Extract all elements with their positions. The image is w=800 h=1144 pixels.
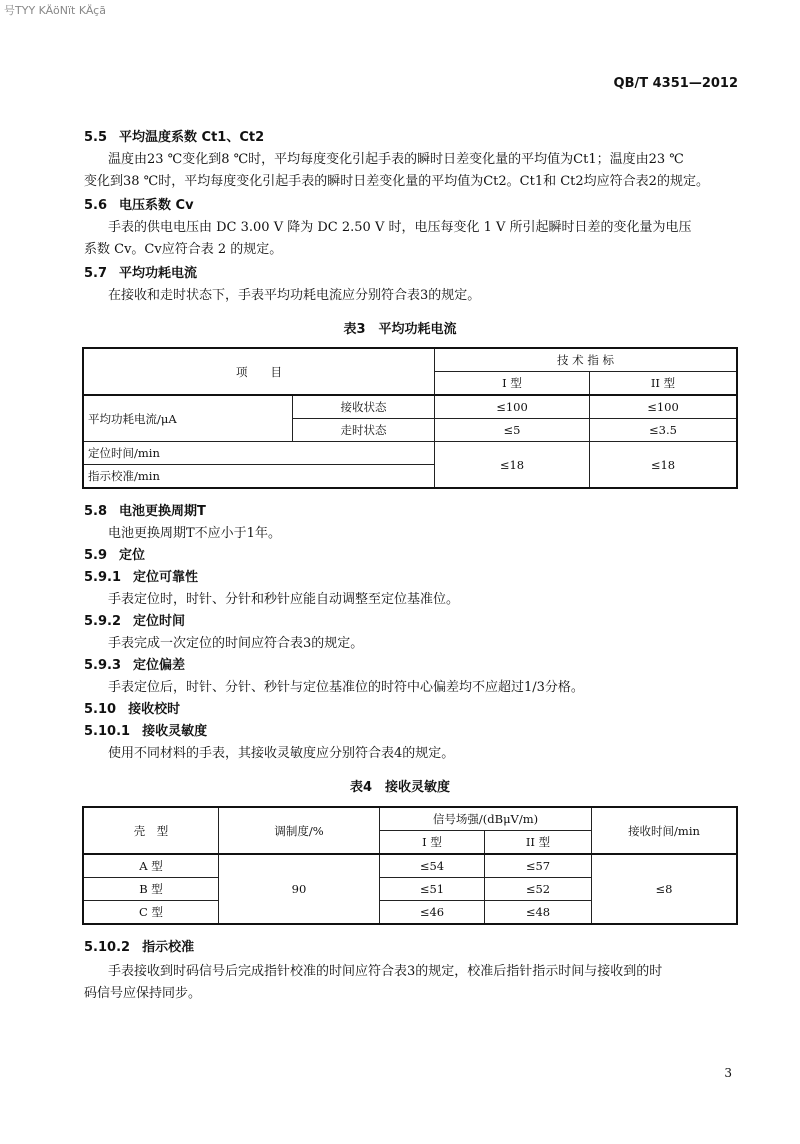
paragraph-line: 手表定位时，时针、分针和秒针应能自动调整至定位基准位。	[108, 592, 460, 607]
paragraph-line: 码信号应保持同步。	[84, 986, 202, 1001]
section-number: 5.7	[84, 266, 108, 281]
section-number: 5.5	[84, 130, 108, 145]
table-cell-shell: A 型	[83, 854, 219, 878]
table-header-type1: I 型	[435, 372, 590, 396]
table-cell-value: ≤5	[435, 419, 590, 442]
section-5-9-2-heading	[84, 612, 185, 632]
section-number: 5.10.1	[84, 724, 131, 739]
table-cell-label: 平均功耗电流/μA	[83, 395, 293, 442]
table-cell-value: ≤46	[380, 901, 485, 925]
table-cell-value: ≤18	[590, 442, 738, 489]
section-title: 定位可靠性	[133, 570, 199, 585]
table-3	[82, 347, 738, 489]
section-number: 5.6	[84, 198, 108, 213]
table-cell-state: 接收状态	[293, 395, 435, 419]
table-header-shell: 壳 型	[83, 807, 219, 854]
section-number: 5.9.1	[84, 570, 122, 585]
table-4-caption: 表4 接收灵敏度	[349, 780, 451, 795]
table-header-item: 项 目	[83, 348, 435, 395]
paragraph-line: 使用不同材料的手表，其接收灵敏度应分别符合表4的规定。	[108, 746, 455, 761]
document-number: QB/T 4351—2012	[613, 76, 738, 91]
table-cell-label: 定位时间/min	[83, 442, 435, 465]
section-5-7-heading	[84, 264, 197, 284]
section-title: 电池更换周期T	[119, 504, 206, 519]
section-number: 5.9.3	[84, 658, 122, 673]
table-header-modulation: 调制度/%	[219, 807, 380, 854]
section-title: 定位	[119, 548, 146, 563]
table-cell-value: ≤3.5	[590, 419, 738, 442]
paragraph-line: 电池更换周期T不应小于1年。	[108, 526, 281, 541]
table-cell-value: ≤100	[435, 395, 590, 419]
table-4	[82, 806, 738, 925]
page-number: 3	[724, 1066, 732, 1080]
table-header-time: 接收时间/min	[592, 807, 738, 854]
paragraph-line: 系数 Cv。Cv应符合表 2 的规定。	[84, 242, 283, 257]
section-number: 5.9.2	[84, 614, 122, 629]
table-cell-value: ≤52	[485, 878, 592, 901]
table-cell-modulation: 90	[219, 854, 380, 924]
section-title: 定位时间	[133, 614, 186, 629]
table-cell-shell: B 型	[83, 878, 219, 901]
table-cell-value: ≤100	[590, 395, 738, 419]
table-cell-label: 指示校准/min	[83, 465, 435, 489]
section-5-10-heading	[84, 700, 180, 720]
table-header-signal: 信号场强/(dBμV/m)	[380, 807, 592, 831]
table-cell-value: ≤57	[485, 854, 592, 878]
paragraph-line: 手表完成一次定位的时间应符合表3的规定。	[108, 636, 364, 651]
section-number: 5.10.2	[84, 940, 131, 955]
table-header-type2: II 型	[590, 372, 738, 396]
table-header-type1: I 型	[380, 831, 485, 855]
paragraph-line: 温度由23 ℃变化到8 ℃时，平均每度变化引起手表的瞬时日差变化量的平均值为Ct1；温度由23 ℃	[108, 152, 684, 167]
section-5-6-heading	[84, 196, 194, 216]
table-header-type2: II 型	[485, 831, 592, 855]
section-title: 定位偏差	[133, 658, 186, 673]
paragraph-line: 手表接收到时码信号后完成指针校准的时间应符合表3的规定，校准后指针指示时间与接收到的时	[108, 964, 663, 979]
table-cell-value: ≤48	[485, 901, 592, 925]
section-title: 平均功耗电流	[119, 266, 198, 281]
paragraph-line: 在接收和走时状态下，手表平均功耗电流应分别符合表3的规定。	[108, 288, 481, 303]
table-cell-value: ≤54	[380, 854, 485, 878]
section-5-10-1-heading	[84, 722, 207, 742]
table-cell-time: ≤8	[592, 854, 738, 924]
paragraph-line: 变化到38 ℃时，平均每度变化引起手表的瞬时日差变化量的平均值为Ct2。Ct1和 Ct2均应符合表2的规定。	[84, 174, 709, 189]
table-cell-value: ≤51	[380, 878, 485, 901]
section-5-9-3-heading	[84, 656, 185, 676]
section-5-8-heading	[84, 502, 206, 522]
section-number: 5.8	[84, 504, 108, 519]
table-3-caption: 表3 平均功耗电流	[343, 322, 457, 337]
table-cell-shell: C 型	[83, 901, 219, 925]
section-title: 指示校准	[142, 940, 195, 955]
paragraph-line: 手表定位后，时针、分针、秒针与定位基准位的时符中心偏差均不应超过1/3分格。	[108, 680, 584, 695]
section-title: 接收灵敏度	[142, 724, 208, 739]
section-title: 电压系数 Cv	[119, 198, 194, 213]
section-title: 平均温度系数 Ct1、Ct2	[119, 130, 265, 145]
section-5-9-heading	[84, 546, 145, 566]
section-number: 5.9	[84, 548, 108, 563]
top-watermark: 号TYY KÄöNït KÄçã	[4, 4, 106, 17]
section-5-9-1-heading	[84, 568, 198, 588]
section-5-5-heading	[84, 128, 264, 148]
table-header-tech: 技 术 指 标	[435, 348, 738, 372]
paragraph-line: 手表的供电电压由 DC 3.00 V 降为 DC 2.50 V 时，电压每变化 1 V 所引起瞬时日差的变化量为电压	[108, 220, 692, 235]
section-5-10-2-heading	[84, 938, 194, 958]
table-cell-value: ≤18	[435, 442, 590, 489]
table-cell-state: 走时状态	[293, 419, 435, 442]
section-number: 5.10	[84, 702, 117, 717]
section-title: 接收校时	[128, 702, 181, 717]
